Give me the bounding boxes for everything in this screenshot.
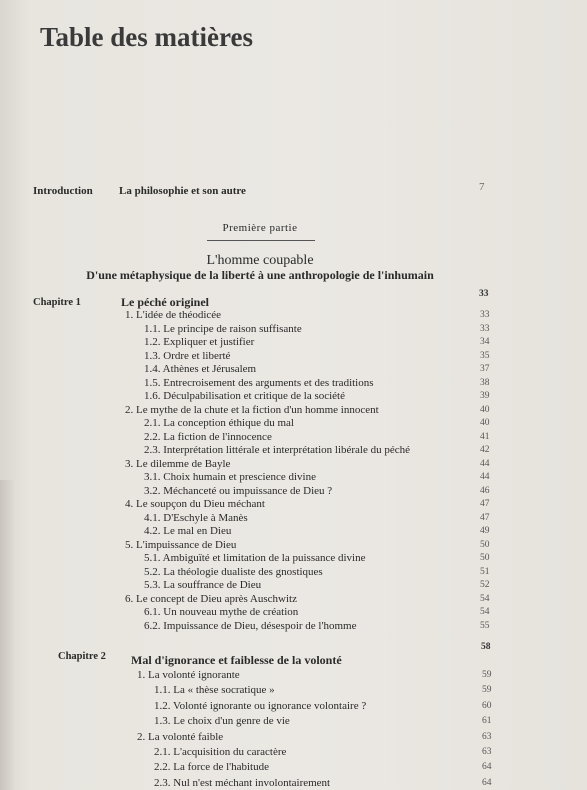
- toc-entry-page: 34: [480, 337, 490, 347]
- toc-entry: 1.6. Déculpabilisation et critique de la société: [144, 390, 345, 402]
- toc-entry-page: 55: [480, 620, 490, 631]
- toc-entry-page: 54: [480, 593, 490, 604]
- toc-entry-page: 61: [482, 716, 492, 727]
- toc-entry-page: 47: [480, 499, 490, 509]
- toc-entry-page: 39: [480, 391, 490, 401]
- toc-entry: 4. Le soupçon du Dieu méchant: [125, 498, 265, 510]
- toc-entry-page: 44: [480, 458, 490, 469]
- toc-entry-page: 40: [480, 404, 490, 415]
- toc-entry: 3.1. Choix humain et prescience divine: [144, 471, 316, 483]
- toc-entry: 4.1. D'Eschyle à Manès: [144, 511, 248, 524]
- toc-entry-page: 50: [480, 539, 490, 550]
- toc-entry-page: 59: [482, 685, 492, 696]
- chapter1-page: 33: [479, 289, 489, 299]
- toc-entry-page: 51: [480, 566, 490, 577]
- toc-entry: 6.1. Un nouveau mythe de création: [144, 606, 299, 618]
- chapter2-title: Mal d'ignorance et faiblesse de la volonté: [131, 653, 342, 667]
- toc-entry: 4.2. Le mal en Dieu: [144, 525, 232, 537]
- introduction-label: Introduction: [33, 185, 93, 197]
- toc-entry: 3. Le dilemme de Bayle: [125, 457, 231, 470]
- toc-entry: 5.1. Ambiguïté et limitation de la puissance divine: [144, 552, 366, 564]
- toc-entry: 2. Le mythe de la chute et la fiction d'un homme innocent: [125, 403, 379, 416]
- toc-entry-page: 37: [480, 364, 490, 374]
- toc-entry-page: 54: [480, 607, 490, 617]
- toc-entry: 1.1. La « thèse socratique »: [154, 684, 275, 697]
- toc-entry: 2.3. Nul n'est méchant involontairement: [154, 776, 331, 789]
- toc-entry-page: 64: [482, 777, 492, 788]
- toc-entry: 3.2. Méchanceté ou impuissance de Dieu ?: [144, 484, 333, 497]
- toc-entry-page: 35: [480, 350, 490, 361]
- toc-entry-page: 42: [480, 445, 490, 455]
- page-title: Table des matières: [40, 22, 253, 52]
- part-label: Première partie: [222, 222, 298, 234]
- introduction-title: La philosophie et son autre: [119, 185, 246, 197]
- toc-entry-page: 63: [482, 731, 492, 742]
- toc-entry: 5.2. La théologie dualiste des gnostiques: [144, 565, 323, 578]
- chapter1-label: Chapitre 1: [33, 297, 81, 308]
- toc-entry: 2.1. La conception éthique du mal: [144, 417, 294, 429]
- toc-entry: 1.3. Le choix d'un genre de vie: [154, 715, 290, 728]
- toc-entry-page: 33: [480, 310, 490, 320]
- toc-entry-page: 49: [480, 526, 490, 536]
- chapter1-title: Le péché originel: [121, 295, 209, 309]
- toc-entry-page: 50: [480, 553, 490, 563]
- toc-entry: 1. La volonté ignorante: [137, 669, 240, 681]
- toc-entry-page: 52: [480, 580, 490, 590]
- toc-entry: 2.2. La force de l'habitude: [154, 761, 269, 774]
- toc-entry-page: 44: [480, 472, 490, 482]
- toc-entry-page: 64: [482, 762, 492, 773]
- toc-entry-page: 60: [482, 700, 492, 711]
- toc-entry: 2. La volonté faible: [137, 730, 224, 743]
- toc-entry-page: 47: [480, 512, 490, 523]
- toc-entry: 6.2. Impuissance de Dieu, désespoir de l'homme: [144, 619, 357, 632]
- part-subtitle: D'une métaphysique de la liberté à une anthropologie de l'inhumain: [86, 268, 434, 282]
- toc-entry-page: 63: [482, 747, 492, 757]
- part-divider: [207, 240, 315, 241]
- chapter2-label: Chapitre 2: [58, 651, 106, 662]
- toc-entry: 1.2. Expliquer et justifier: [144, 336, 255, 348]
- toc-entry: 2.2. La fiction de l'innocence: [144, 430, 272, 443]
- page-edge-shadow: [0, 480, 14, 790]
- toc-entry: 1.5. Entrecroisement des arguments et des traditions: [144, 376, 374, 389]
- introduction-page: 7: [479, 181, 485, 193]
- toc-entry: 5.3. La souffrance de Dieu: [144, 579, 262, 591]
- toc-entry-page: 46: [480, 485, 490, 496]
- part-title: L'homme coupable: [206, 253, 314, 268]
- toc-entry: 1.1. Le principe de raison suffisante: [144, 322, 302, 335]
- toc-entry: 2.1. L'acquisition du caractère: [154, 746, 287, 758]
- toc-entry-page: 38: [480, 377, 490, 388]
- chapter2-page: 58: [481, 642, 491, 652]
- toc-entry: 1.4. Athènes et Jérusalem: [144, 363, 257, 375]
- toc-entry: 1. L'idée de théodicée: [125, 309, 222, 321]
- toc-entry: 6. Le concept de Dieu après Auschwitz: [125, 592, 297, 605]
- toc-entry-page: 59: [482, 670, 492, 680]
- toc-entry: 2.3. Interprétation littérale et interprétation libérale du péché: [144, 444, 411, 456]
- toc-entry-page: 33: [480, 323, 490, 334]
- toc-entry: 1.3. Ordre et liberté: [144, 349, 231, 362]
- toc-entry: 5. L'impuissance de Dieu: [125, 538, 237, 551]
- toc-entry-page: 40: [480, 418, 490, 428]
- toc-entry: 1.2. Volonté ignorante ou ignorance volontaire ?: [154, 699, 367, 712]
- toc-entry-page: 41: [480, 431, 490, 442]
